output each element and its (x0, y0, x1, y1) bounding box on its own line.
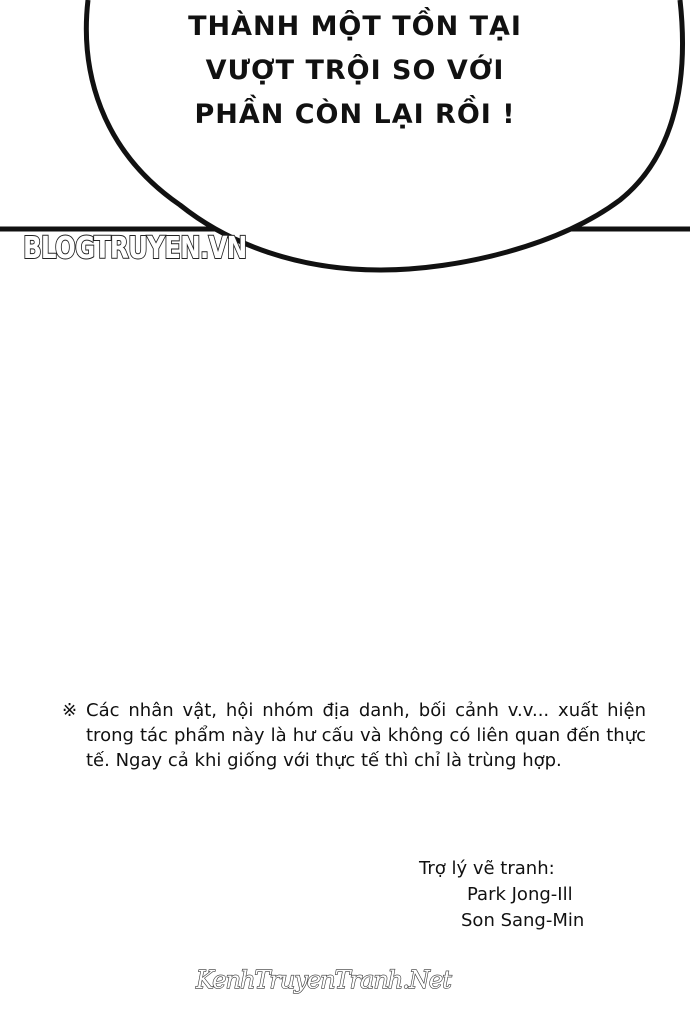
reference-mark-icon: ※ (62, 700, 78, 721)
speech-bubble-text (160, 5, 550, 137)
credits (419, 856, 584, 934)
disclaimer-text: Các nhân vật, hội nhóm địa danh, bối cảnh v.v... xuất hiện trong tác phẩm này là hư cấu và không có liên quan đến thực tế. Ngay cả khi giống với thực tế thì chỉ là trùng hợp. (86, 700, 646, 771)
credit-name: Park Jong-Ill (467, 884, 573, 905)
speech-line-3: PHẦN CÒN LẠI RỒI ! (194, 99, 516, 130)
blogtruyen-watermark: BLOGTRUYEN.VN (23, 231, 247, 266)
speech-line-2: VƯỢT TRỘI SO VỚI (205, 55, 505, 86)
speech-line-1: THÀNH MỘT TỒN TẠI (188, 11, 522, 42)
credit-name: Son Sang-Min (461, 910, 585, 931)
credits-heading: Trợ lý vẽ tranh: (419, 858, 555, 879)
disclaimer (62, 698, 646, 773)
kenhtruyentranh-watermark: KenhTruyenTranh.Net (196, 966, 451, 994)
